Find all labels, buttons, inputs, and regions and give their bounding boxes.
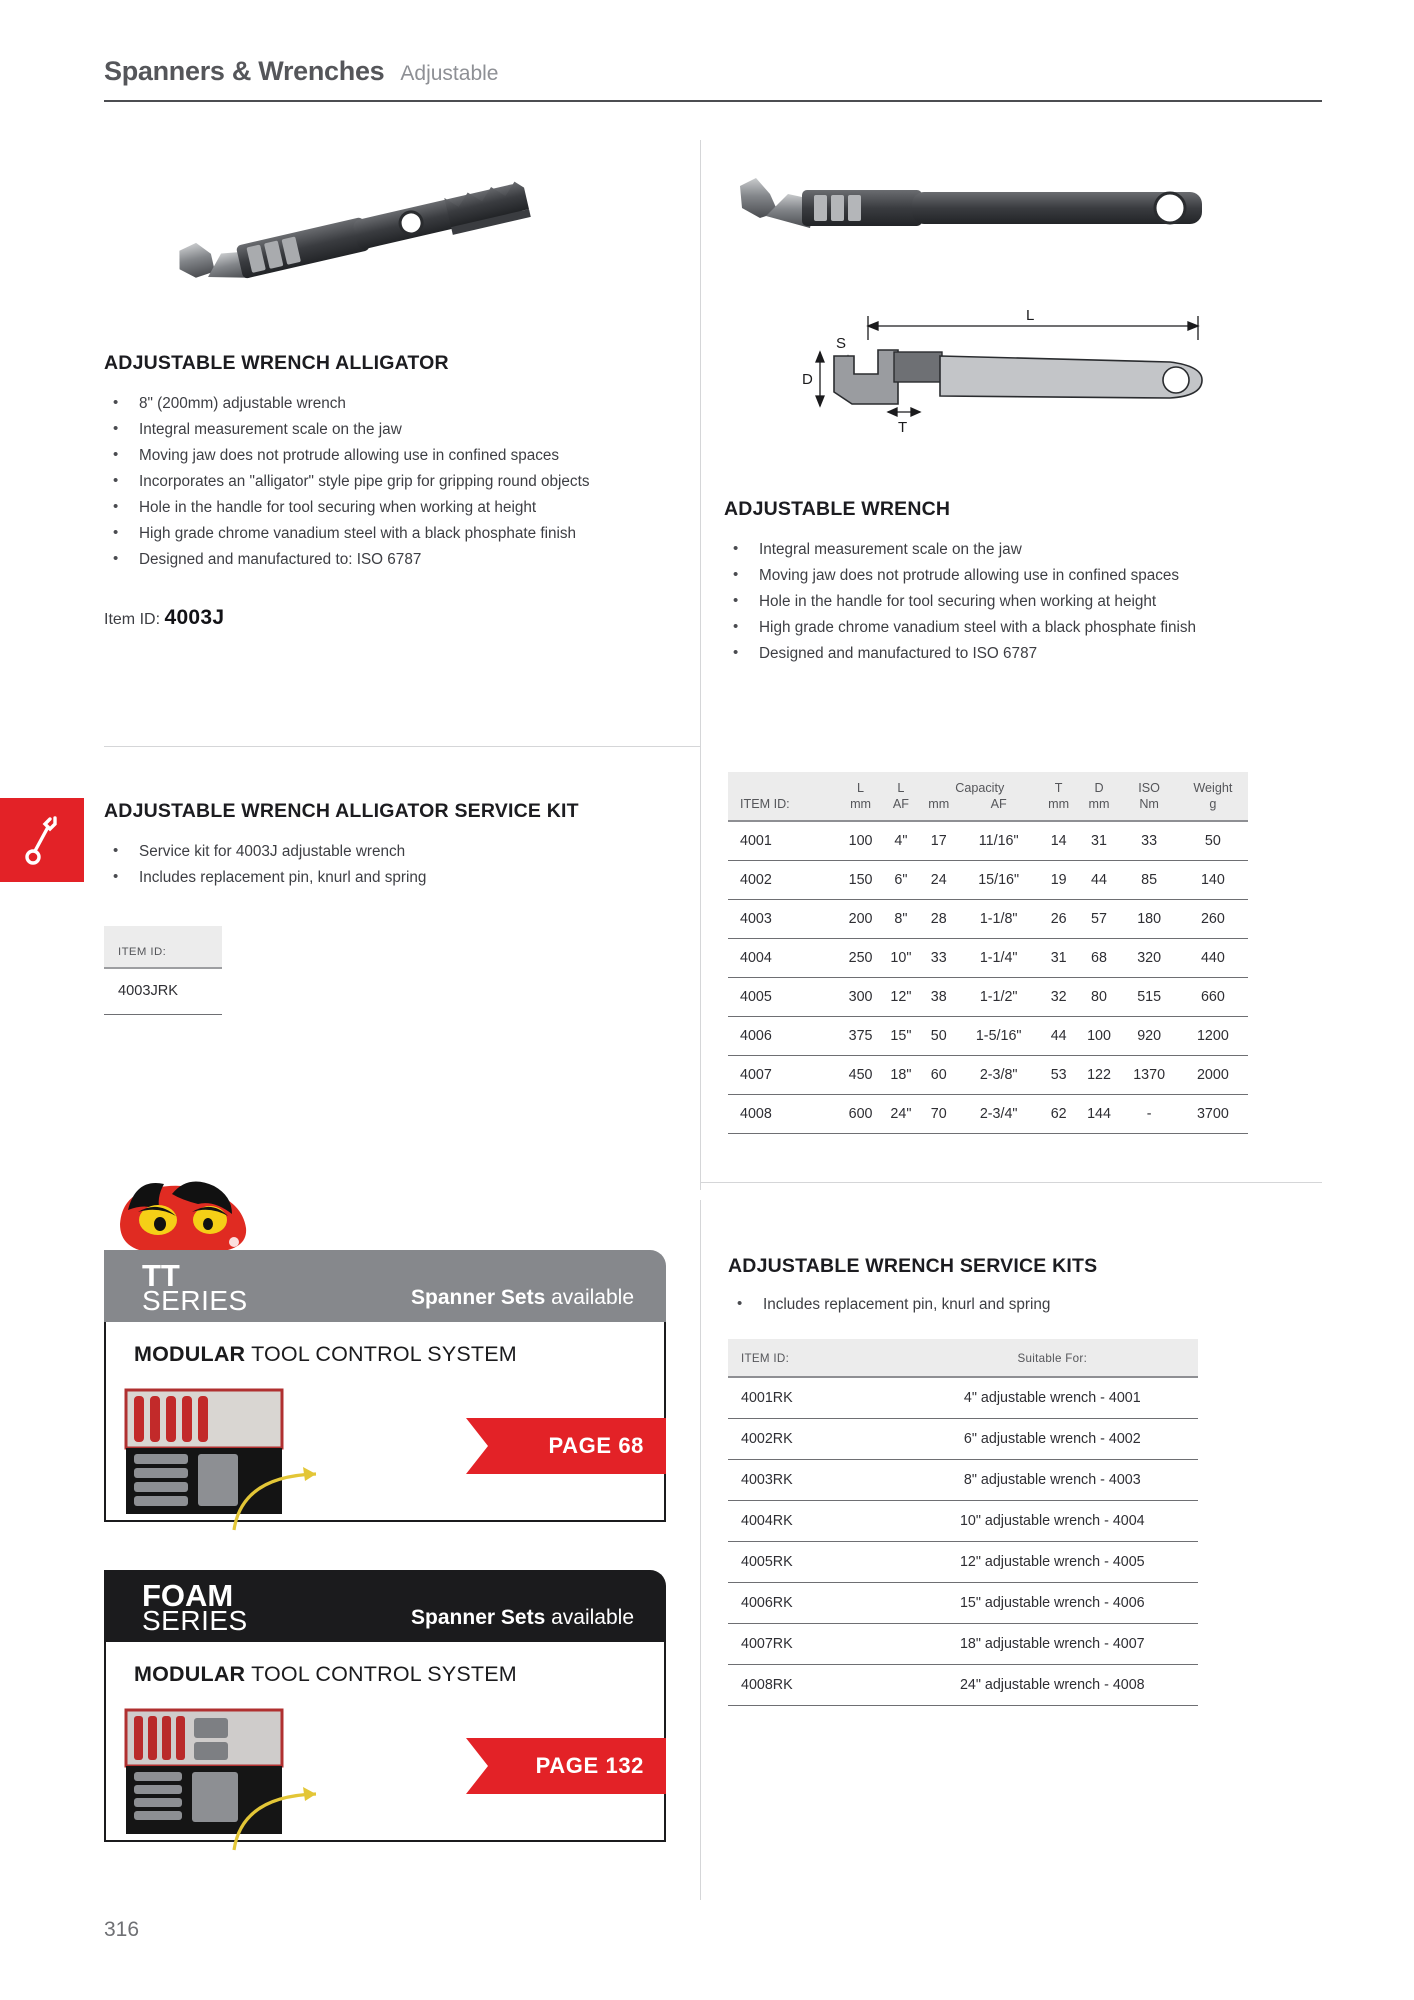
promo-tagline-foam	[411, 1606, 634, 1630]
spec-col-top-8: Weight	[1178, 772, 1248, 797]
cell: 140	[1178, 861, 1248, 900]
cell-item-id: 4003	[728, 900, 839, 939]
feature-item: • Service kit for 4003J adjustable wrench	[104, 839, 694, 864]
promo-banner-tt-series[interactable]	[104, 1250, 666, 1522]
left-product-title: ADJUSTABLE WRENCH ALLIGATOR	[104, 352, 449, 374]
cell: 80	[1078, 978, 1121, 1017]
page-header	[104, 56, 1322, 87]
service-kit-block	[104, 800, 694, 1015]
cell: 50	[920, 1017, 958, 1056]
page-reference-label-wrap-tt[interactable]	[466, 1418, 666, 1474]
diagram-label-L: L	[1026, 307, 1035, 324]
series-line-1: TT	[142, 1257, 180, 1293]
cell: 19	[1040, 861, 1078, 900]
table-row	[728, 1665, 1198, 1706]
spec-col-bot-0: ITEM ID:	[728, 797, 839, 821]
service-kit-tab	[0, 798, 84, 882]
cell: 70	[920, 1095, 958, 1134]
header-divider	[104, 100, 1322, 102]
cell: 17	[920, 821, 958, 861]
service-kit-features	[104, 839, 694, 890]
promo-subtitle-tt	[134, 1342, 517, 1367]
cell-item-id: 4001RK	[728, 1377, 907, 1419]
spec-col-top-0	[728, 772, 839, 797]
cell: 4"	[882, 821, 920, 861]
spec-col-bot-5: mm	[1040, 797, 1078, 821]
subtitle-rest: TOOL CONTROL SYSTEM	[245, 1662, 517, 1686]
cell: 1370	[1120, 1056, 1177, 1095]
cell: 68	[1078, 939, 1121, 978]
subtitle-rest: TOOL CONTROL SYSTEM	[245, 1342, 517, 1366]
cell: 450	[839, 1056, 882, 1095]
cell: 15"	[882, 1017, 920, 1056]
page-reference-label: PAGE 68	[548, 1433, 644, 1458]
cell: 100	[1078, 1017, 1121, 1056]
diagram-label-D: D	[802, 371, 813, 388]
feature-item: • Moving jaw does not protrude allowing use in confined spaces	[724, 563, 1300, 588]
spec-col-bot-4: AF	[958, 797, 1040, 821]
cell: 300	[839, 978, 882, 1017]
promo-series-name-tt	[142, 1257, 248, 1317]
feature-item: • Includes replacement pin, knurl and spring	[104, 865, 694, 890]
cell-item-id: 4005	[728, 978, 839, 1017]
cell-suitable-for: 18" adjustable wrench - 4007	[907, 1624, 1198, 1665]
cell: 2-3/8"	[958, 1056, 1040, 1095]
cell: 31	[1078, 821, 1121, 861]
cell: 250	[839, 939, 882, 978]
kits-col-suitable-for: Suitable For:	[907, 1339, 1198, 1377]
cell-suitable-for: 24" adjustable wrench - 4008	[907, 1665, 1198, 1706]
item-id-value: 4003J	[164, 606, 225, 629]
right-product-block	[700, 498, 1300, 667]
minitable-header: ITEM ID:	[104, 926, 222, 968]
cell: 2-3/4"	[958, 1095, 1040, 1134]
cell: -	[1120, 1095, 1177, 1134]
right-column-rule	[700, 1182, 1322, 1183]
subtitle-bold: MODULAR	[134, 1662, 246, 1686]
cell: 38	[920, 978, 958, 1017]
cell-item-id: 4002RK	[728, 1419, 907, 1460]
spec-col-top-5: T	[1040, 772, 1078, 797]
promo-body-tt	[104, 1322, 666, 1522]
column-divider-lower	[700, 1200, 701, 1900]
service-kits-table-body	[728, 1377, 1198, 1706]
mascot-icon	[114, 1172, 294, 1258]
page-reference-label: PAGE 132	[535, 1753, 644, 1778]
table-row	[728, 1542, 1198, 1583]
cell: 10"	[882, 939, 920, 978]
cell: 12"	[882, 978, 920, 1017]
spec-col-top-7: ISO	[1120, 772, 1177, 797]
service-kits-title: ADJUSTABLE WRENCH SERVICE KITS	[728, 1255, 1098, 1277]
left-product-block	[104, 352, 684, 630]
left-product-features	[104, 391, 684, 572]
cell: 144	[1078, 1095, 1121, 1134]
promo-subtitle-foam	[134, 1662, 517, 1687]
left-product-item-id	[104, 606, 684, 630]
cell: 57	[1078, 900, 1121, 939]
cell: 180	[1120, 900, 1177, 939]
table-row	[728, 1460, 1198, 1501]
alligator-wrench-photo	[150, 150, 620, 310]
spec-col-bot-6: mm	[1078, 797, 1121, 821]
cell: 50	[1178, 821, 1248, 861]
promo-body-foam	[104, 1642, 666, 1842]
cell-suitable-for: 4" adjustable wrench - 4001	[907, 1377, 1198, 1419]
table-row	[728, 821, 1248, 861]
spec-col-top-2: L	[882, 772, 920, 797]
right-product-title: ADJUSTABLE WRENCH	[724, 498, 951, 520]
cell: 14	[1040, 821, 1078, 861]
specification-table	[728, 772, 1248, 1134]
table-row	[728, 1056, 1248, 1095]
specification-table-wrap	[728, 772, 1248, 1134]
cell: 8"	[882, 900, 920, 939]
cell-item-id: 4002	[728, 861, 839, 900]
service-kits-table	[728, 1339, 1198, 1706]
feature-item: • High grade chrome vanadium steel with a black phosphate finish	[724, 615, 1300, 640]
feature-item: • Hole in the handle for tool securing when working at height	[724, 589, 1300, 614]
spec-col-bot-1: mm	[839, 797, 882, 821]
service-kit-item-table	[104, 926, 222, 1015]
cell-item-id: 4008	[728, 1095, 839, 1134]
cell: 31	[1040, 939, 1078, 978]
tagline-rest: available	[545, 1286, 634, 1309]
cell: 24	[920, 861, 958, 900]
kits-col-item-id: ITEM ID:	[728, 1339, 907, 1377]
cell: 3700	[1178, 1095, 1248, 1134]
spec-col-bot-3: mm	[920, 797, 958, 821]
feature-item: • 8" (200mm) adjustable wrench	[104, 391, 684, 416]
spec-col-bot-7: Nm	[1120, 797, 1177, 821]
item-id-label: Item ID:	[104, 611, 161, 628]
cell: 1-1/8"	[958, 900, 1040, 939]
spec-col-top-6: D	[1078, 772, 1121, 797]
cell-suitable-for: 6" adjustable wrench - 4002	[907, 1419, 1198, 1460]
cell-item-id: 4003RK	[728, 1460, 907, 1501]
table-row	[728, 900, 1248, 939]
cell: 33	[1120, 821, 1177, 861]
service-kits-section	[728, 1255, 1198, 1706]
cell: 600	[839, 1095, 882, 1134]
spec-col-group-capacity: Capacity	[920, 772, 1040, 797]
cell-suitable-for: 10" adjustable wrench - 4004	[907, 1501, 1198, 1542]
promo-banner-foam-series[interactable]	[104, 1570, 666, 1842]
feature-item: • Includes replacement pin, knurl and spring	[728, 1292, 1198, 1317]
cell: 44	[1040, 1017, 1078, 1056]
series-line-2: SERIES	[142, 1605, 248, 1637]
diagram-label-S: S	[836, 335, 847, 352]
feature-item: • Integral measurement scale on the jaw	[104, 417, 684, 442]
cell-item-id: 4007	[728, 1056, 839, 1095]
series-line-2: SERIES	[142, 1285, 248, 1317]
feature-item: • Integral measurement scale on the jaw	[724, 537, 1300, 562]
cell: 32	[1040, 978, 1078, 1017]
cell-item-id: 4004RK	[728, 1501, 907, 1542]
cell: 200	[839, 900, 882, 939]
table-row	[728, 1095, 1248, 1134]
promo-series-name-foam	[142, 1577, 248, 1637]
cell: 660	[1178, 978, 1248, 1017]
feature-item: • Incorporates an "alligator" style pipe grip for gripping round objects	[104, 469, 684, 494]
cell: 18"	[882, 1056, 920, 1095]
table-row	[728, 1377, 1198, 1419]
cell-item-id: 4006RK	[728, 1583, 907, 1624]
cell: 28	[920, 900, 958, 939]
page-subtitle: Adjustable	[400, 62, 499, 85]
specification-table-body	[728, 821, 1248, 1134]
cell: 920	[1120, 1017, 1177, 1056]
cell-item-id: 4008RK	[728, 1665, 907, 1706]
cell: 100	[839, 821, 882, 861]
cell-suitable-for: 15" adjustable wrench - 4006	[907, 1583, 1198, 1624]
cell-item-id: 4007RK	[728, 1624, 907, 1665]
wrench-icon	[23, 813, 61, 867]
spec-col-bot-2: AF	[882, 797, 920, 821]
cell: 26	[1040, 900, 1078, 939]
page-reference-label-wrap-foam[interactable]	[466, 1738, 666, 1794]
cell: 2000	[1178, 1056, 1248, 1095]
service-kits-features	[728, 1292, 1198, 1317]
promo-arrow-tt	[226, 1418, 416, 1538]
cell: 11/16"	[958, 821, 1040, 861]
cell-item-id: 4006	[728, 1017, 839, 1056]
cell: 150	[839, 861, 882, 900]
cell: 1-1/2"	[958, 978, 1040, 1017]
table-row	[728, 1017, 1248, 1056]
cell: 440	[1178, 939, 1248, 978]
cell: 24"	[882, 1095, 920, 1134]
spec-col-top-1: L	[839, 772, 882, 797]
subtitle-bold: MODULAR	[134, 1342, 246, 1366]
cell: 15/16"	[958, 861, 1040, 900]
table-row	[728, 1501, 1198, 1542]
feature-item: • Hole in the handle for tool securing when working at height	[104, 495, 684, 520]
cell: 320	[1120, 939, 1177, 978]
cell: 375	[839, 1017, 882, 1056]
wrench-dimension-diagram	[790, 300, 1250, 440]
page-number: 316	[104, 1918, 140, 1941]
table-row	[728, 978, 1248, 1017]
feature-item: • Designed and manufactured to ISO 6787	[724, 641, 1300, 666]
left-column-rule	[104, 746, 700, 747]
cell: 6"	[882, 861, 920, 900]
tagline-bold: Spanner Sets	[411, 1286, 546, 1309]
tagline-rest: available	[545, 1606, 634, 1629]
promo-arrow-foam	[226, 1738, 416, 1858]
page-title: Spanners & Wrenches	[104, 56, 385, 86]
promo-tagline-tt	[411, 1286, 634, 1310]
cell: 85	[1120, 861, 1177, 900]
series-line-1: FOAM	[142, 1577, 234, 1613]
promo-header-bar-tt	[104, 1250, 666, 1322]
diagram-label-T: T	[898, 419, 908, 436]
cell: 1-1/4"	[958, 939, 1040, 978]
cell: 60	[920, 1056, 958, 1095]
cell: 62	[1040, 1095, 1078, 1134]
cell: 1200	[1178, 1017, 1248, 1056]
tagline-bold: Spanner Sets	[411, 1606, 546, 1629]
cell: 515	[1120, 978, 1177, 1017]
adjustable-wrench-photo	[730, 150, 1270, 280]
cell: 1-5/16"	[958, 1017, 1040, 1056]
promo-header-bar-foam	[104, 1570, 666, 1642]
feature-item: • High grade chrome vanadium steel with a black phosphate finish	[104, 521, 684, 546]
spec-col-bot-8: g	[1178, 797, 1248, 821]
cell: 53	[1040, 1056, 1078, 1095]
table-row	[728, 1583, 1198, 1624]
cell: 260	[1178, 900, 1248, 939]
cell-item-id: 4004	[728, 939, 839, 978]
cell: 122	[1078, 1056, 1121, 1095]
table-row	[728, 1419, 1198, 1460]
cell-suitable-for: 12" adjustable wrench - 4005	[907, 1542, 1198, 1583]
cell: 44	[1078, 861, 1121, 900]
cell-item-id: 4005RK	[728, 1542, 907, 1583]
cell: 33	[920, 939, 958, 978]
cell-suitable-for: 8" adjustable wrench - 4003	[907, 1460, 1198, 1501]
table-row	[728, 861, 1248, 900]
minitable-value: 4003JRK	[104, 968, 222, 1014]
service-kit-title: ADJUSTABLE WRENCH ALLIGATOR SERVICE KIT	[104, 800, 579, 822]
right-product-features	[724, 537, 1300, 666]
feature-item: • Designed and manufactured to: ISO 6787	[104, 547, 684, 572]
table-row	[728, 939, 1248, 978]
cell-item-id: 4001	[728, 821, 839, 861]
feature-item: • Moving jaw does not protrude allowing use in confined spaces	[104, 443, 684, 468]
table-row	[728, 1624, 1198, 1665]
